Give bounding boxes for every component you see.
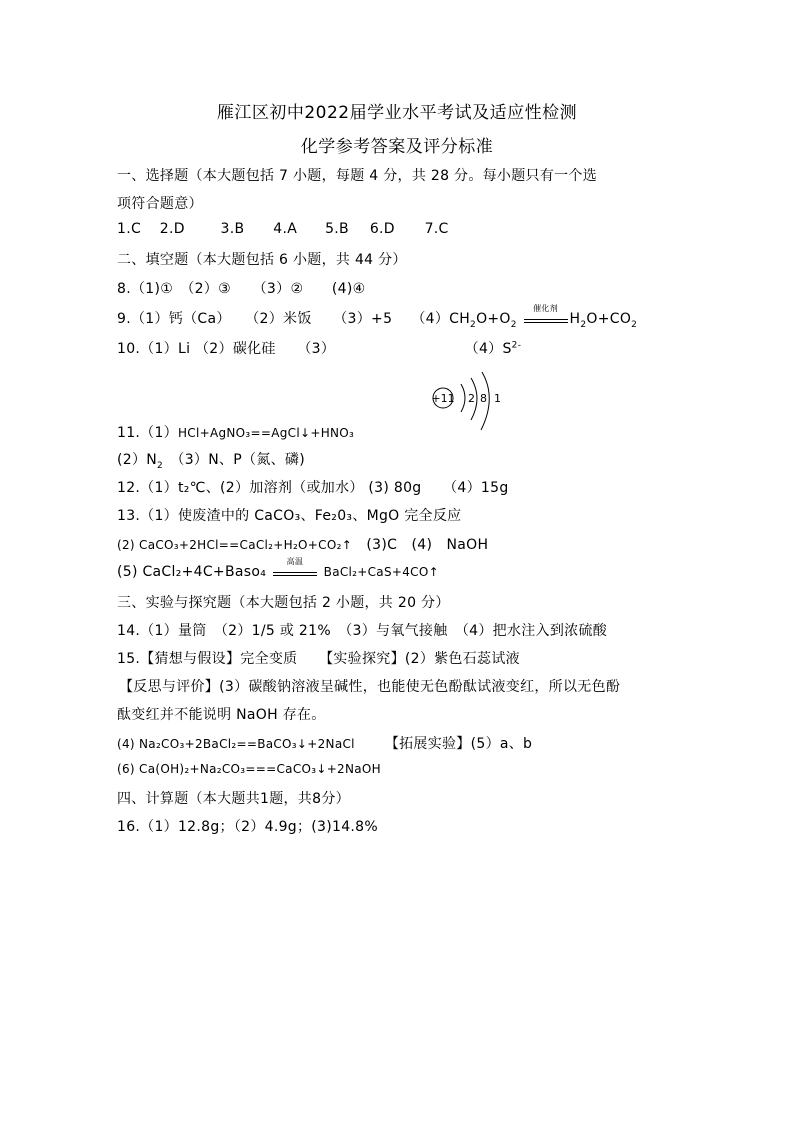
- q13-part5-reactants: (5) CaCl₂+4C+Baso₄: [117, 564, 267, 580]
- q9-answer: 9.（1）钙（Ca） （2）米饭 （3）+5 $(4)CH_2O+O_2$ 催化剂 $H_2O+CO_2$: [117, 304, 638, 330]
- answer-1: 1.C: [117, 221, 142, 237]
- q12-answer: 12.（1）t₂℃、(2）加溶剂（或加水） (3) 80g （4）15g: [117, 480, 509, 496]
- q15-part4: [117, 733, 532, 753]
- high-temp-condition: [273, 557, 317, 576]
- q15-part6: (6) Ca(OH)₂+Na₂CO₃===CaCO₃↓+2NaOH: [117, 762, 381, 776]
- high-temp-label: 高温: [286, 557, 304, 566]
- q10-answer: [117, 338, 521, 358]
- answer-5: 5.B: [325, 221, 349, 237]
- q15-equation: (4) Na₂CO₃+2BaCl₂==BaCO₃↓+2NaCl: [117, 737, 355, 751]
- page-title: 雁江区初中2022届学业水平考试及适应性检测: [216, 103, 578, 123]
- q15-part3-cont: 酞变红并不能说明 NaOH 存在。: [117, 707, 326, 723]
- q15-part1: 15.【猜想与假设】完全变质 【实验探究】(2）紫色石蕊试液: [117, 651, 520, 667]
- section-1-heading-cont: 项符合题意）: [117, 196, 203, 212]
- q16-answer: 16.（1）12.8g；（2）4.9g；(3)14.8%: [117, 819, 378, 835]
- section-2-heading: 二、填空题（本大题包括 6 小题，共 44 分）: [117, 252, 407, 268]
- q10-text: 10.（1）Li （2）碳化硅 （3）: [117, 341, 336, 357]
- choice-answers: [117, 221, 449, 237]
- q13-part5: [117, 557, 439, 580]
- answer-7: 7.C: [424, 221, 449, 237]
- q13-equation: (2) CaCO₃+2HCl==CaCl₂+H₂O+CO₂↑: [117, 538, 353, 552]
- section-3-heading: 三、实验与探究题（本大题包括 2 小题，共 20 分）: [117, 595, 450, 611]
- q9-text: 9.（1）钙（Ca） （2）米饭 （3）+5 （4）CH: [117, 311, 471, 327]
- q13-part5-products: BaCl₂+CaS+4CO↑: [323, 565, 439, 579]
- q15-extension: 【拓展实验】(5）a、b: [384, 736, 533, 752]
- answer-2: 2.D: [159, 221, 185, 237]
- q13-part2: [117, 534, 488, 554]
- section-1-heading: 一、选择题（本大题包括 7 小题，每题 4 分，共 28 分。每小题只有一个选: [117, 168, 598, 184]
- answer-4: 4.A: [273, 221, 298, 237]
- q11-label: 11.（1）: [117, 425, 178, 441]
- shell-1-electrons: 2: [468, 392, 475, 405]
- q13-rest: (3)C (4) NaOH: [352, 537, 489, 553]
- q11-equation: HCl+AgNO₃==AgCl↓+HNO₃: [177, 426, 355, 440]
- q11-part3: （3）N、P（氮、磷): [177, 452, 305, 468]
- catalyst-condition: [524, 304, 568, 323]
- page-subtitle: 化学参考答案及评分标准: [300, 137, 494, 157]
- q10-ion-charge: 2-: [511, 340, 522, 351]
- q13-part1: 13.（1）使废渣中的 CaCO₃、Fe₂0₃、MgO 完全反应: [117, 508, 462, 524]
- q11-part2-label: (2）N: [117, 452, 158, 468]
- shell-2-electrons: 8: [480, 392, 487, 405]
- q10-part4: （4）S: [464, 341, 512, 357]
- q11-answer: [117, 422, 354, 442]
- q15-part3: 【反思与评价】(3）碳酸钠溶液呈碱性，也能使无色酚酞试液变红，所以无色酚: [119, 679, 621, 695]
- nucleus-label: +11: [431, 392, 455, 405]
- answer-3: 3.B: [220, 221, 245, 237]
- answer-6: 6.D: [369, 221, 395, 237]
- section-4-heading: 四、计算题（本大题共1题，共8分）: [117, 791, 350, 807]
- sodium-atom-structure-diagram: [425, 372, 515, 442]
- shell-3-electrons: 1: [494, 392, 501, 405]
- q11-part2: $(2)N_2$ （3）N、P（氮、磷): [117, 452, 305, 471]
- q8-answer: 8.（1)① （2）③ （3）② (4)④: [117, 281, 366, 297]
- q14-answer: 14.（1）量筒 （2）1/5 或 21% （3）与氧气接触 （4）把水注入到浓硫酸: [117, 623, 608, 639]
- catalyst-label: 催化剂: [533, 304, 558, 313]
